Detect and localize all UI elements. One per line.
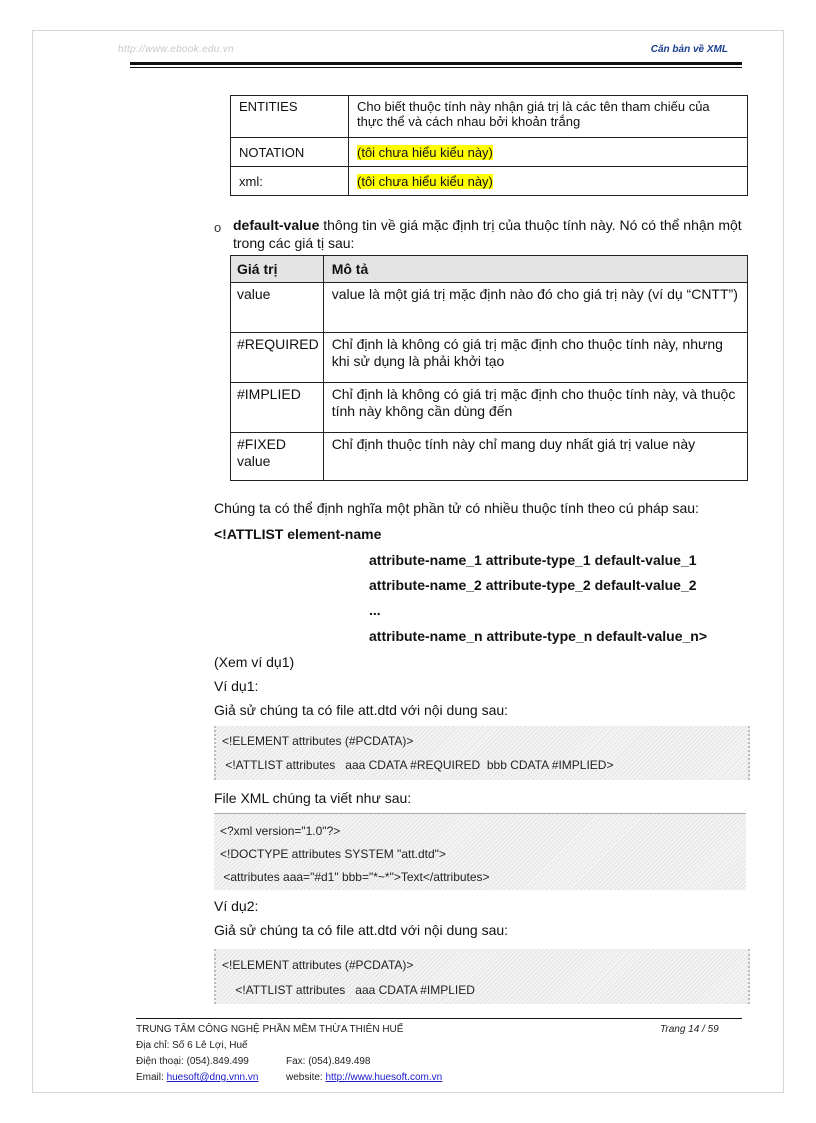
footer-page-number: Trang 14 / 59	[660, 1024, 719, 1035]
footer-phone: Điện thoại: (054).849.499	[136, 1056, 249, 1067]
footer-email-line	[136, 1072, 258, 1083]
footer-email-link[interactable]: huesoft@dng.vnn.vn	[166, 1072, 259, 1083]
syntax-line: attribute-name_1 attribute-type_1 default-value_1	[369, 552, 697, 568]
table-row	[231, 96, 748, 138]
bullet-marker: o	[214, 220, 222, 235]
type-name: ENTITIES	[231, 96, 349, 138]
default-value-desc: Chỉ định là không có giá trị mặc định cho thuộc tính này, nhưng khi sử dụng là phải khởi tạo	[323, 333, 747, 383]
header-site: http://www.ebook.edu.vn	[118, 44, 234, 55]
footer-website-link[interactable]: http://www.huesoft.com.vn	[325, 1072, 443, 1083]
table-row	[231, 433, 748, 481]
table-row	[231, 167, 748, 196]
code-line: <!ATTLIST attributes aaa CDATA #REQUIRED bbb CDATA #IMPLIED>	[222, 758, 614, 772]
footer-address: Địa chỉ: Số 6 Lê Lợi, Huế	[136, 1040, 248, 1051]
highlighted-note: (tôi chưa hiểu kiểu này)	[357, 173, 493, 189]
example2-intro: Giả sử chúng ta có file att.dtd với nội dung sau:	[214, 922, 509, 938]
type-name: xml:	[231, 167, 349, 196]
default-value-name: value	[231, 283, 324, 333]
header-title: Căn bản về XML	[650, 44, 728, 55]
type-desc: Cho biết thuộc tính này nhận giá trị là các tên tham chiếu của thực thể và cách nhau bởi khoản trắng	[349, 96, 748, 138]
table-row	[231, 283, 748, 333]
footer-rule	[136, 1018, 742, 1019]
code-line: <attributes aaa="#d1" bbb="*~*">Text</attributes>	[220, 870, 490, 884]
default-value-paragraph	[233, 216, 749, 252]
xml-intro: File XML chúng ta viết như sau:	[214, 790, 412, 806]
footer-website-label: website:	[286, 1072, 326, 1083]
code-line: <!DOCTYPE attributes SYSTEM "att.dtd">	[220, 847, 446, 861]
table-row	[231, 383, 748, 433]
syntax-line: attribute-name_n attribute-type_n default-value_n>	[369, 628, 708, 644]
attribute-types-table	[230, 95, 748, 196]
example1-title: Ví dụ1:	[214, 678, 259, 694]
syntax-intro: Chúng ta có thể định nghĩa một phần tử có nhiều thuộc tính theo cú pháp sau:	[214, 500, 699, 516]
see-example: (Xem ví dụ1)	[214, 654, 295, 670]
code-block-dtd-2	[214, 949, 750, 1004]
default-value-desc: Chỉ định thuộc tính này chỉ mang duy nhất giá trị value này	[323, 433, 747, 481]
example2-title: Ví dụ2:	[214, 898, 259, 914]
footer-email-label: Email:	[136, 1072, 167, 1083]
syntax-head: <!ATTLIST element-name	[214, 526, 382, 542]
header-rule-thin	[130, 67, 742, 68]
table-row	[231, 138, 748, 167]
code-line: <!ELEMENT attributes (#PCDATA)>	[222, 958, 414, 972]
code-block-xml	[214, 813, 746, 890]
default-value-desc: Chỉ định là không có giá trị mặc định cho thuộc tính này, và thuộc tính này không cần dùng đến	[323, 383, 747, 433]
default-values-table	[230, 255, 748, 481]
default-value-name: #FIXED value	[231, 433, 324, 481]
code-line: <!ELEMENT attributes (#PCDATA)>	[222, 734, 414, 748]
table-header-row	[231, 256, 748, 283]
default-value-text: thông tin về giá mặc định trị của thuộc tính này. Nó có thể nhận một trong các giá tị sau:	[233, 217, 742, 251]
header-rule	[130, 62, 742, 65]
default-value-desc: value là một giá trị mặc định nào đó cho giá trị này (ví dụ “CNTT”)	[323, 283, 747, 333]
syntax-line: ...	[369, 602, 381, 618]
column-header: Giá trị	[231, 256, 324, 283]
default-value-name: #IMPLIED	[231, 383, 324, 433]
default-value-name: #REQUIRED	[231, 333, 324, 383]
footer-website-line	[286, 1072, 442, 1083]
example1-intro: Giả sử chúng ta có file att.dtd với nội dung sau:	[214, 702, 509, 718]
syntax-line: attribute-name_2 attribute-type_2 default-value_2	[369, 577, 697, 593]
code-line: <!ATTLIST attributes aaa CDATA #IMPLIED	[222, 983, 475, 997]
default-value-term: default-value	[233, 217, 320, 233]
table-row	[231, 333, 748, 383]
code-block-dtd-1	[214, 726, 750, 780]
highlighted-note: (tôi chưa hiểu kiểu này)	[357, 144, 493, 160]
type-name: NOTATION	[231, 138, 349, 167]
footer-fax: Fax: (054).849.498	[286, 1056, 371, 1067]
footer-org: TRUNG TÂM CÔNG NGHỆ PHẦN MỀM THỪA THIÊN HUẾ	[136, 1024, 404, 1035]
code-line: <?xml version="1.0"?>	[220, 824, 341, 838]
column-header: Mô tả	[323, 256, 747, 283]
